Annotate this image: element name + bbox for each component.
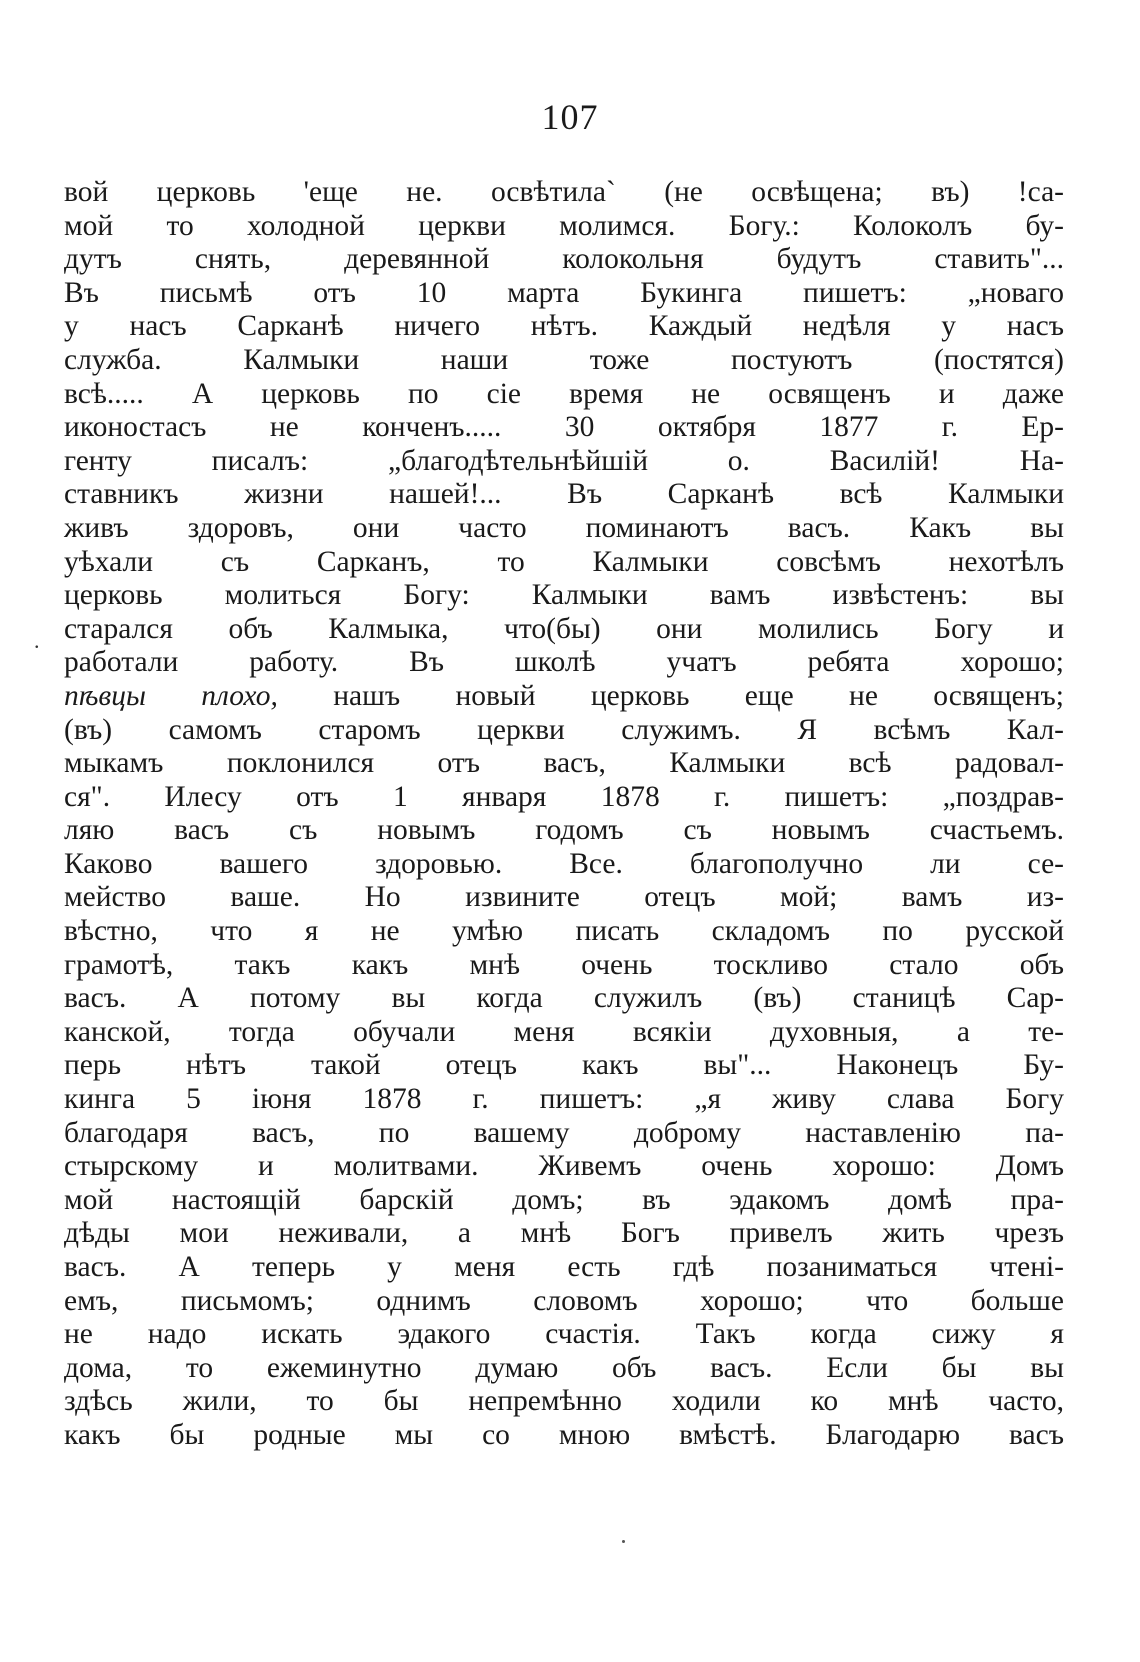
text-span: здѣсь жили, то бы непремѣнно ходили ко мнѣ часто, bbox=[64, 1385, 1064, 1418]
text-span: не надо искать эдакого счастія. Такъ когда сижу я bbox=[64, 1318, 1064, 1351]
text-line bbox=[64, 1184, 1064, 1218]
text-span: стырскому и молитвами. Живемъ очень хорошо: Домъ bbox=[64, 1150, 1064, 1183]
text-line bbox=[64, 915, 1064, 949]
text-span: Въ письмѣ отъ 10 марта Букинга пишетъ: „новаго bbox=[64, 276, 1064, 309]
italic-text-span: пѣвцы плохо, bbox=[64, 679, 278, 712]
text-line bbox=[64, 512, 1064, 546]
text-line bbox=[64, 1150, 1064, 1184]
text-span: Каково вашего здоровью. Все. благополучно ли се- bbox=[64, 847, 1064, 880]
text-span: нашъ новый церковь еще не освященъ; bbox=[277, 679, 1064, 712]
text-line bbox=[64, 176, 1064, 210]
text-span: ставникъ жизни нашей!... Въ Сарканѣ всѣ Калмыки bbox=[64, 478, 1064, 511]
text-span: уѣхали съ Сарканъ, то Калмыки совсѣмъ нехотѣлъ bbox=[64, 545, 1064, 578]
text-span: мой то холодной церкви молимся. Богу.: Колоколъ бу- bbox=[64, 209, 1064, 242]
text-span: перь нѣтъ такой отецъ какъ вы"... Наконецъ Бу- bbox=[64, 1049, 1064, 1082]
text-span: генту писалъ: „благодѣтельнѣйшій о. Василій! На- bbox=[64, 444, 1064, 477]
text-line bbox=[64, 680, 1064, 714]
text-span: какъ бы родные мы со мною вмѣстѣ. Благодарю васъ bbox=[64, 1418, 1064, 1451]
body-text bbox=[64, 176, 1064, 1453]
text-span: кинга 5 іюня 1878 г. пишетъ: „я живу слава Богу bbox=[64, 1083, 1064, 1116]
text-span: у насъ Сарканѣ ничего нѣтъ. Каждый недѣля у насъ bbox=[64, 310, 1064, 343]
text-line bbox=[64, 613, 1064, 647]
text-span: канской, тогда обучали меня всякіи духовныя, а те- bbox=[64, 1015, 1064, 1048]
text-span: васъ. А потому вы когда служилъ (въ) станицѣ Сар- bbox=[64, 982, 1064, 1015]
text-span: васъ. А теперь у меня есть гдѣ позаниматься чтені- bbox=[64, 1251, 1064, 1283]
text-span: вой церковь 'еще не. освѣтила` (не освѣщена; въ) !са- bbox=[64, 176, 1064, 208]
text-span: мейство ваше. Но извините отецъ мой; вамъ из- bbox=[64, 881, 1064, 914]
text-line bbox=[64, 478, 1064, 512]
text-line bbox=[64, 1318, 1064, 1352]
text-span: емъ, письмомъ; однимъ словомъ хорошо; что больше bbox=[64, 1284, 1064, 1317]
text-line bbox=[64, 546, 1064, 580]
page-number: 107 bbox=[541, 97, 599, 137]
text-span: церковь молиться Богу: Калмыки вамъ извѣстенъ: вы bbox=[64, 579, 1064, 612]
text-span: живъ здоровъ, они часто поминаютъ васъ. Какъ вы bbox=[64, 511, 1064, 544]
text-line bbox=[64, 411, 1064, 445]
text-span: старался объ Калмыка, что(бы) они молились Богу и bbox=[64, 612, 1064, 645]
text-line bbox=[64, 982, 1064, 1016]
text-line bbox=[64, 1049, 1064, 1083]
text-line bbox=[64, 781, 1064, 815]
text-line bbox=[64, 814, 1064, 848]
margin-mark: . bbox=[34, 628, 40, 653]
text-line bbox=[64, 1419, 1064, 1453]
text-line bbox=[64, 949, 1064, 983]
text-line bbox=[64, 1352, 1064, 1386]
text-span: иконостасъ не конченъ..... 30 октября 1877 г. Ер- bbox=[64, 411, 1064, 444]
text-span: ляю васъ съ новымъ годомъ съ новымъ счастьемъ. bbox=[64, 814, 1064, 847]
text-line bbox=[64, 277, 1064, 311]
text-span: вѣстно, что я не умѣю писать складомъ по русской bbox=[64, 915, 1064, 948]
text-line bbox=[64, 1117, 1064, 1151]
text-line bbox=[64, 1016, 1064, 1050]
text-line bbox=[64, 646, 1064, 680]
text-line bbox=[64, 1083, 1064, 1117]
text-span: ся". Илесу отъ 1 января 1878 г. пишетъ: „поздрав- bbox=[64, 780, 1064, 813]
text-span: служба. Калмыки наши тоже постуютъ (постятся) bbox=[64, 343, 1064, 376]
text-line bbox=[64, 378, 1064, 412]
text-line bbox=[64, 210, 1064, 244]
text-line bbox=[64, 310, 1064, 344]
text-span: (въ) самомъ старомъ церкви служимъ. Я всѣмъ Кал- bbox=[64, 713, 1064, 746]
text-line bbox=[64, 714, 1064, 748]
text-span: всѣ..... А церковь по сіе время не освященъ и даже bbox=[64, 377, 1064, 410]
text-line bbox=[64, 1285, 1064, 1319]
text-span: мой настоящій барскій домъ; въ эдакомъ домѣ пра- bbox=[64, 1183, 1064, 1216]
text-span: благодаря васъ, по вашему доброму наставленію па- bbox=[64, 1116, 1064, 1149]
text-span: грамотѣ, такъ какъ мнѣ очень тоскливо стало объ bbox=[64, 948, 1064, 981]
text-line bbox=[64, 445, 1064, 479]
text-span: дутъ снять, деревянной колокольня будутъ ставить"... bbox=[64, 243, 1064, 276]
text-span: мыкамъ поклонился отъ васъ, Калмыки всѣ радовал- bbox=[64, 747, 1064, 780]
text-line bbox=[64, 1217, 1064, 1251]
text-line bbox=[64, 1251, 1064, 1285]
text-line bbox=[64, 848, 1064, 882]
text-line bbox=[64, 881, 1064, 915]
text-span: дома, то ежеминутно думаю объ васъ. Если бы вы bbox=[64, 1351, 1064, 1384]
text-line bbox=[64, 243, 1064, 277]
text-line bbox=[64, 579, 1064, 613]
text-line bbox=[64, 1385, 1064, 1419]
text-span: работали работу. Въ школѣ учатъ ребята хорошо; bbox=[64, 646, 1064, 679]
print-speck bbox=[622, 1540, 625, 1543]
text-span: дѣды мои неживали, а мнѣ Богъ привелъ жить чрезъ bbox=[64, 1217, 1064, 1250]
text-line bbox=[64, 344, 1064, 378]
text-line bbox=[64, 747, 1064, 781]
